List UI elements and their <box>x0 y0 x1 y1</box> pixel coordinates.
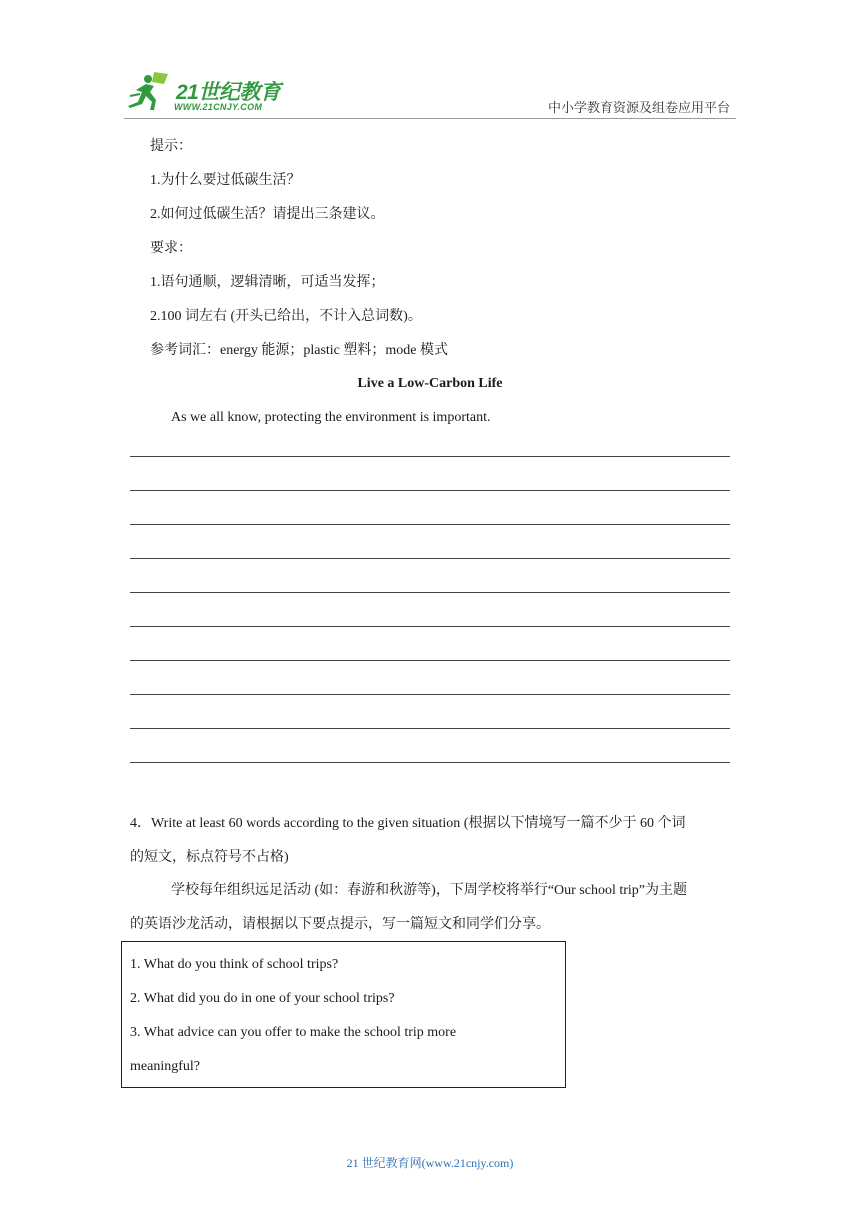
writing-line[interactable] <box>130 558 730 559</box>
hint-item-2: 2.如何过低碳生活？请提出三条建议。 <box>150 207 385 222</box>
platform-name: 中小学教育资源及组卷应用平台 <box>547 100 730 115</box>
essay-title: Live a Low-Carbon Life <box>357 376 503 391</box>
prompt-item-3-continued: meaningful? <box>130 1059 200 1074</box>
writing-line[interactable] <box>130 762 730 763</box>
hints-label: 提示： <box>150 139 192 154</box>
logo-text: 21世纪教育 <box>176 81 281 104</box>
situation-paragraph-continued: 的英语沙龙活动，请根据以下要点提示，写一篇短文和同学们分享。 <box>130 917 550 932</box>
writing-line[interactable] <box>130 694 730 695</box>
vocabulary-hint: 参考词汇：energy 能源；plastic 塑料；mode 模式 <box>150 343 448 358</box>
writing-line[interactable] <box>130 592 730 593</box>
writing-line[interactable] <box>130 626 730 627</box>
question-4-prompt-continued: 的短文，标点符号不占格) <box>130 850 289 865</box>
prompt-box <box>121 941 566 1088</box>
requirements-label: 要求： <box>150 241 192 256</box>
logo-url: WWW.21CNJY.COM <box>174 102 263 112</box>
footer-link[interactable]: 21 世纪教育网(www.21cnjy.com) <box>346 1156 514 1170</box>
writing-line[interactable] <box>130 660 730 661</box>
runner-logo-icon <box>124 70 176 114</box>
question-4-prompt: 4．Write at least 60 words according to the given situation (根据以下情境写一篇不少于 60 个词 <box>130 816 686 831</box>
writing-line[interactable] <box>130 728 730 729</box>
prompt-item-3: 3. What advice can you offer to make the school trip more <box>130 1025 457 1040</box>
requirement-item-1: 1.语句通顺，逻辑清晰，可适当发挥； <box>150 275 385 290</box>
prompt-item-2: 2. What did you do in one of your school trips? <box>130 991 395 1006</box>
requirement-item-2: 2.100 词左右 (开头已给出，不计入总词数)。 <box>150 309 422 324</box>
writing-line[interactable] <box>130 524 730 525</box>
essay-opening: As we all know, protecting the environment is important. <box>171 410 491 425</box>
writing-line[interactable] <box>130 456 730 457</box>
situation-paragraph: 学校每年组织远足活动 (如：春游和秋游等)，下周学校将举行“Our school trip”为主题 <box>171 883 688 898</box>
prompt-item-1: 1. What do you think of school trips? <box>130 957 339 972</box>
writing-line[interactable] <box>130 490 730 491</box>
logo <box>124 70 294 116</box>
header-divider <box>124 118 736 119</box>
hint-item-1: 1.为什么要过低碳生活？ <box>150 173 301 188</box>
